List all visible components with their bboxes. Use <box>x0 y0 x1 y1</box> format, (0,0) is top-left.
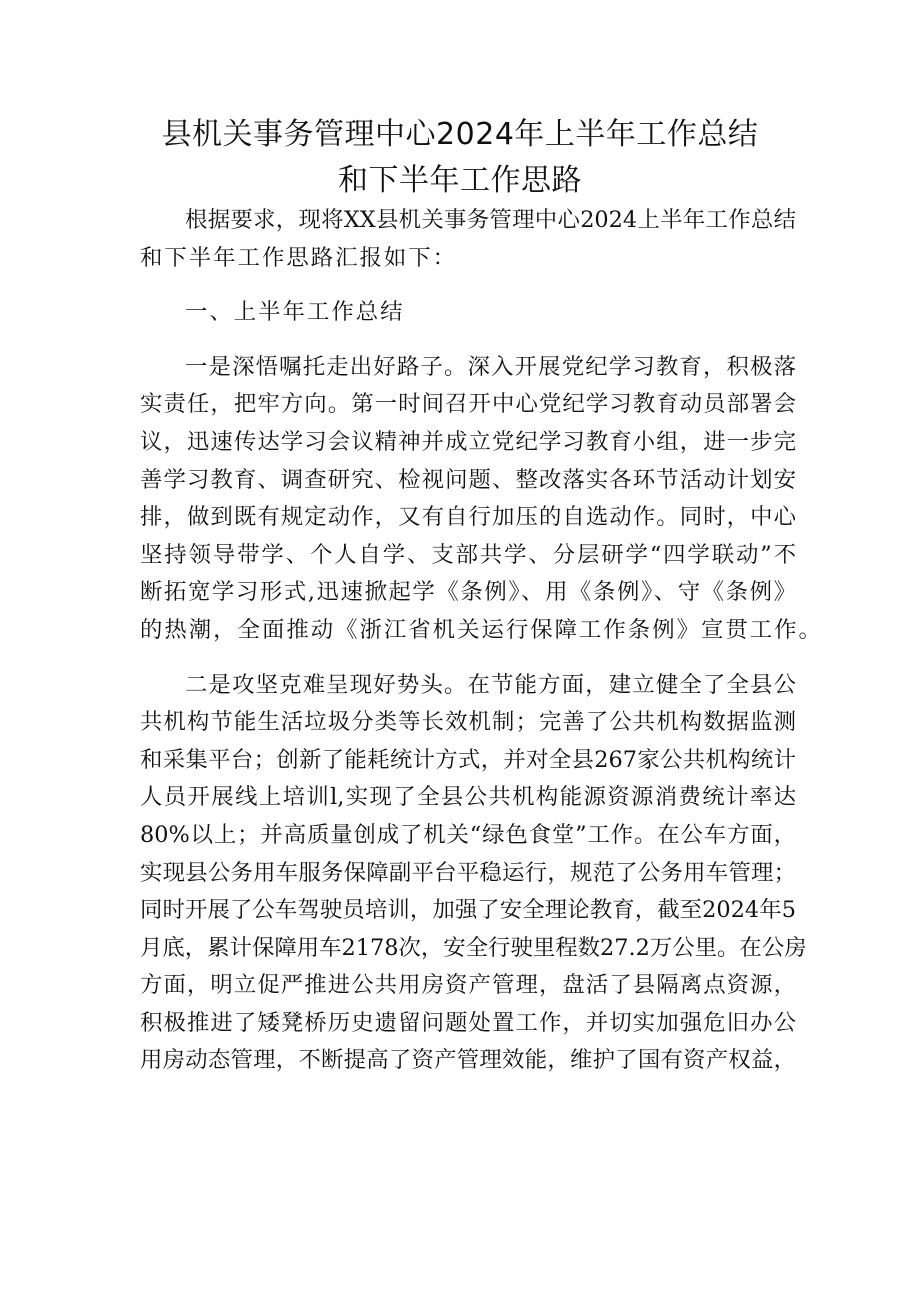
section-heading: 一、上半年工作总结 <box>185 299 405 326</box>
paragraph-2-line: 和采集平台；创新了能耗统计方式，并对全县267家公共机构统计 <box>140 746 796 773</box>
paragraph-1-line: 的热潮，全面推动《浙江省机关运行保障工作条例》宣贯工作。 <box>140 616 823 643</box>
document-title <box>0 112 920 204</box>
paragraph-2-line: 同时开展了公车驾驶员培训，加强了安全理论教育，截至2024年5 <box>140 897 796 924</box>
paragraph-2-line: 实现县公务用车服务保障副平台平稳运行，规范了公务用车管理； <box>140 859 796 886</box>
paragraph-2-line: 二是攻坚克难呈现好势头。在节能方面，建立健全了全县公 <box>185 671 796 698</box>
paragraph-2-line: 80%以上；并高质量创成了机关“绿色食堂”工作。在公车方面， <box>140 821 796 848</box>
paragraph-1-line: 一是深悟嘱托走出好路子。深入开展党纪学习教育，积极落 <box>185 353 796 380</box>
paragraph-1-line: 实责任，把牢方向。第一时间召开中心党纪学习教育动员部署会 <box>140 391 796 418</box>
title-line-1: 县机关事务管理中心2024年上半年工作总结 <box>161 117 759 152</box>
paragraph-2-line: 方面，明立促严推进公共用房资产管理，盘活了县隔离点资源， <box>140 972 796 999</box>
paragraph-2-line: 月底，累计保障用车2178次，安全行驶里程数27.2万公里。在公房 <box>140 934 807 961</box>
paragraph-1-line: 坚持领导带学、个人自学、支部共学、分层研学“四学联动”不 <box>140 541 796 568</box>
paragraph-2-line: 人员开展线上培训l,实现了全县公共机构能源资源消费统计率达 <box>140 784 796 811</box>
paragraph-1-line: 断拓宽学习形式,迅速掀起学《条例》、用《条例》、守《条例》 <box>140 579 796 606</box>
paragraph-1-line: 善学习教育、调查研究、检视问题、整改落实各环节活动计划安 <box>140 466 796 493</box>
title-line-2: 和下半年工作思路 <box>338 163 582 198</box>
intro-line-2: 和下半年工作思路汇报如下： <box>140 244 458 271</box>
paragraph-1-line: 议，迅速传达学习会议精神并成立党纪学习教育小组，进一步完 <box>140 428 796 455</box>
paragraph-2-line: 共机构节能生活垃圾分类等长效机制；完善了公共机构数据监测 <box>140 709 796 736</box>
paragraph-1-line: 排，做到既有规定动作，又有自行加压的自选动作。同时，中心 <box>140 504 796 531</box>
document-body <box>140 202 823 1080</box>
intro-line-1: 根据要求，现将XX县机关事务管理中心2024上半年工作总结 <box>185 207 796 233</box>
paragraph-2-line: 用房动态管理，不断提高了资产管理效能，维护了国有资产权益， <box>140 1047 796 1074</box>
paragraph-2-line: 积极推进了矮凳桥历史遗留问题处置工作，并切实加强危旧办公 <box>140 1009 796 1036</box>
